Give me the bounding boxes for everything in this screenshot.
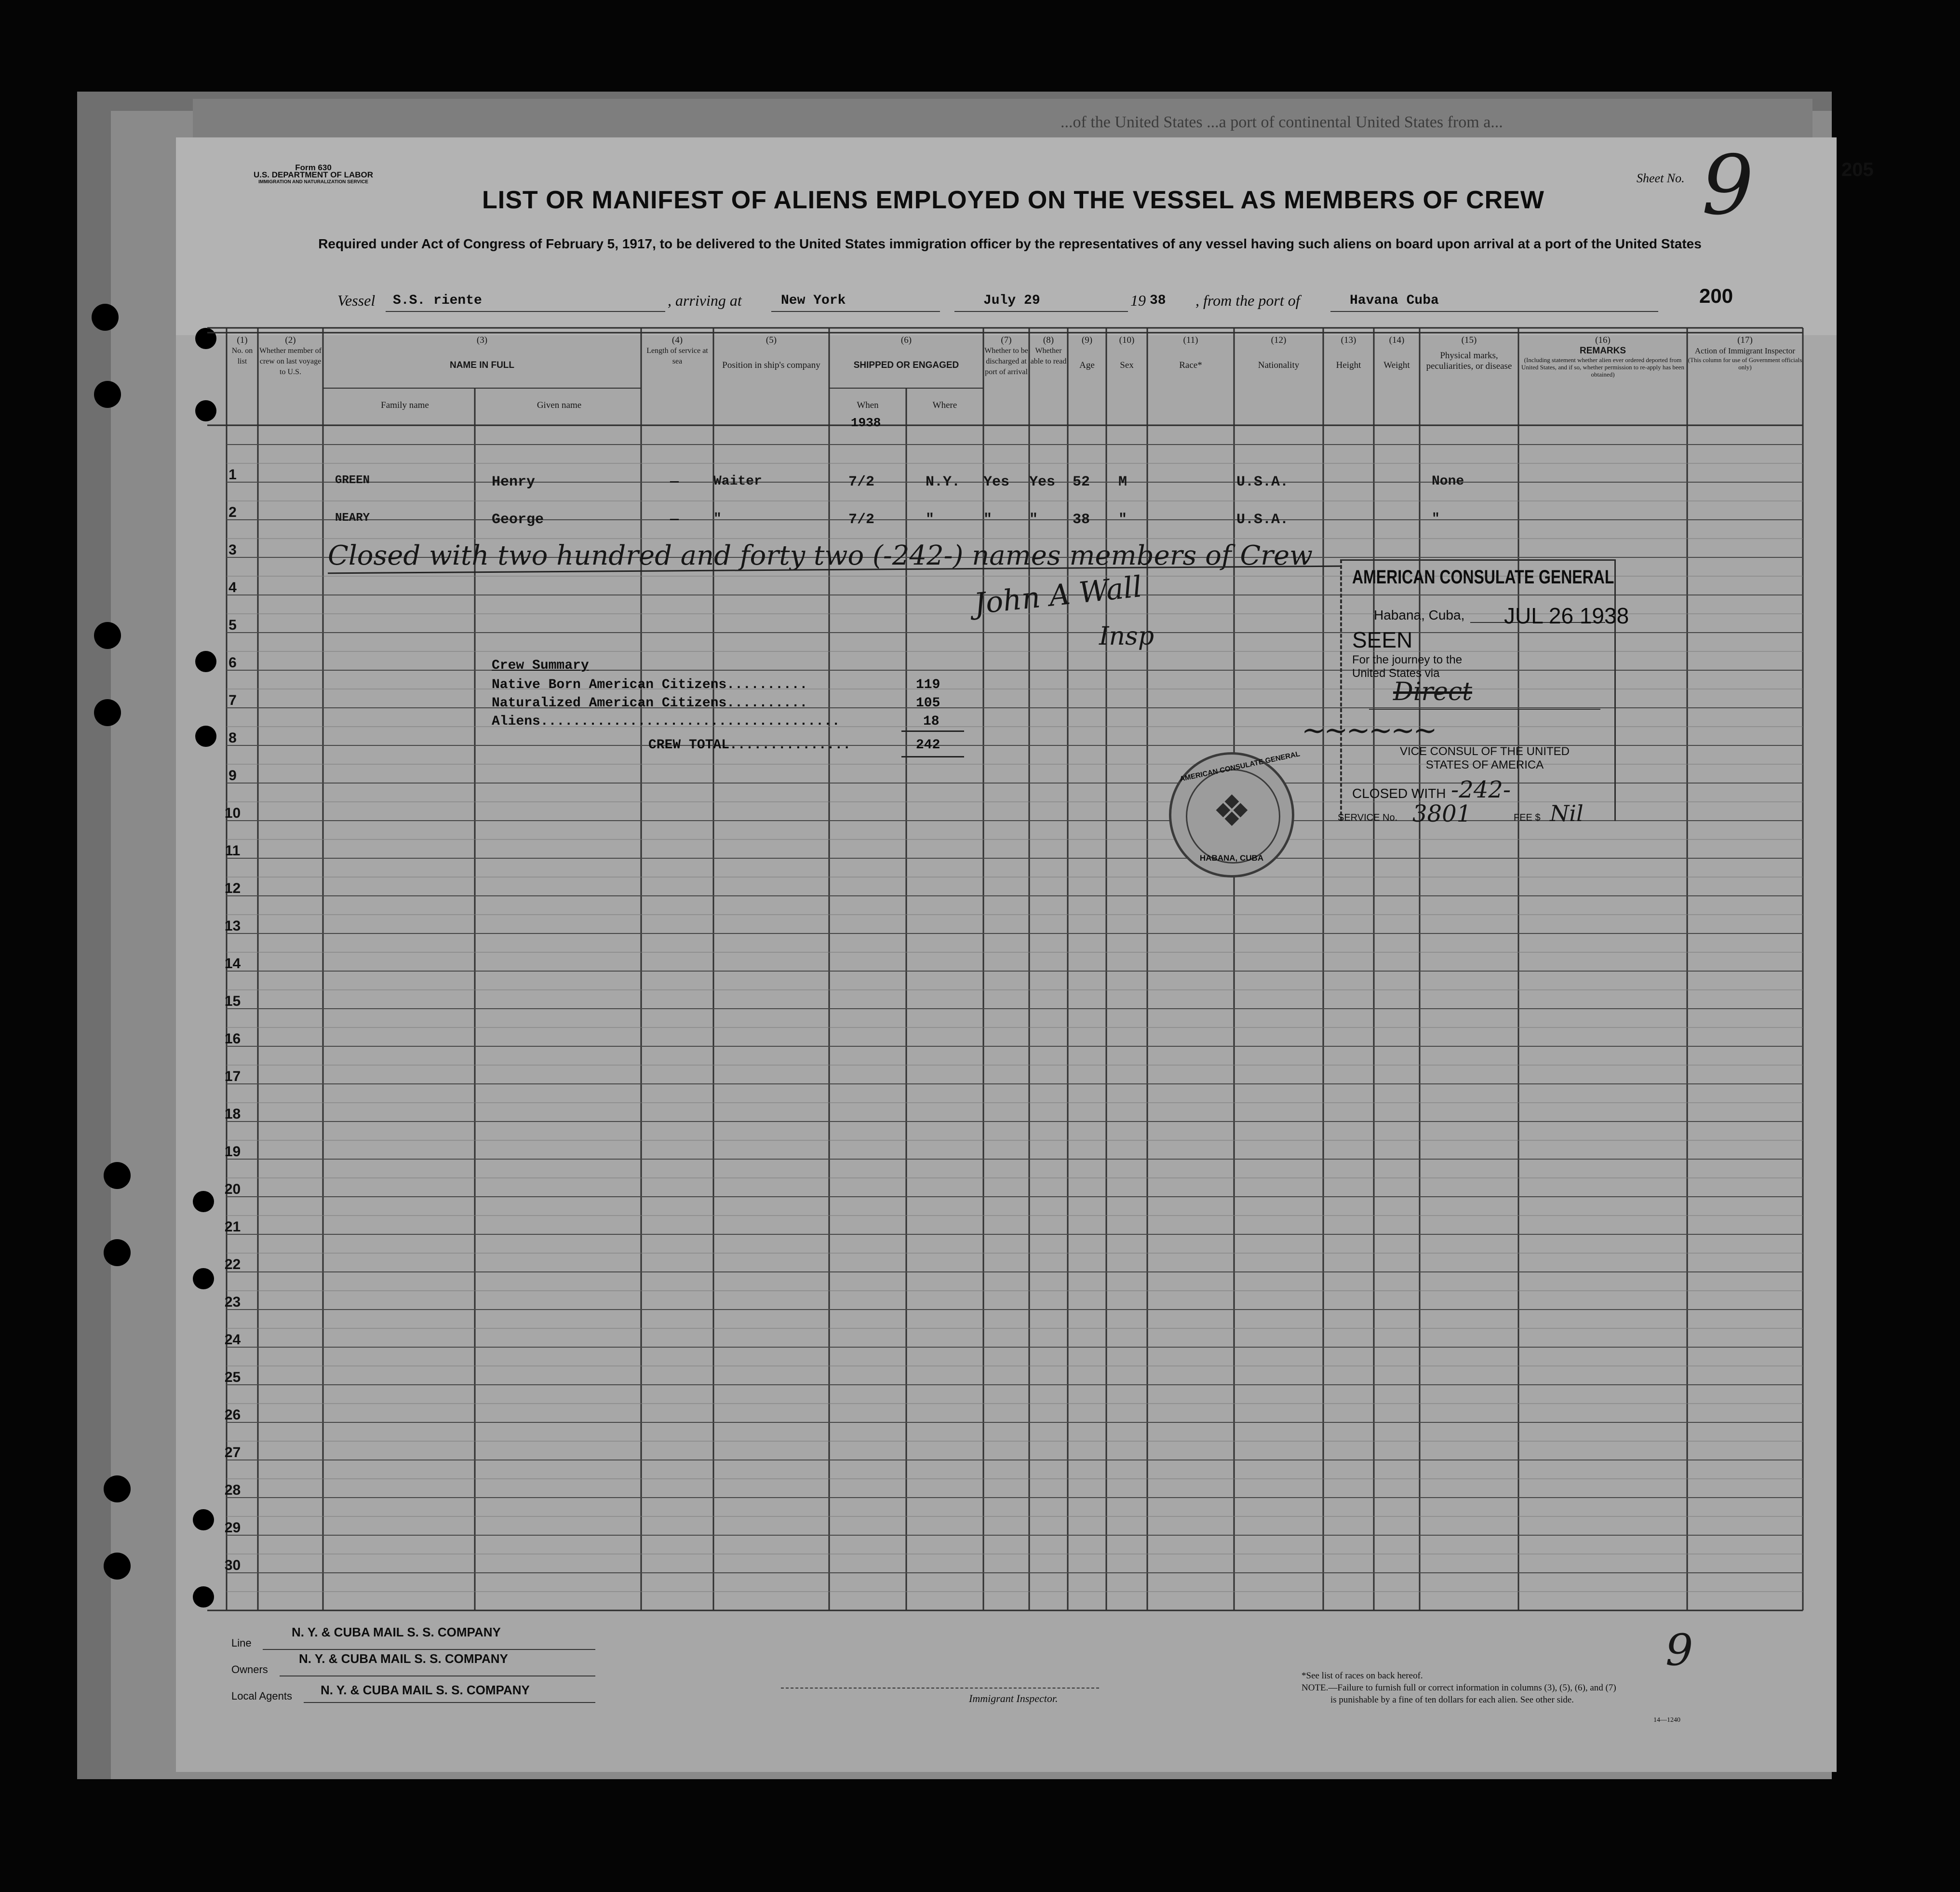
column-header-7: (7) Whether to be discharged at port of arrival xyxy=(984,335,1028,376)
penalty-note-2: is punishable by a fine of ten dollars for each alien. See other side. xyxy=(1330,1695,1574,1705)
arrival-year: 38 xyxy=(1150,293,1166,308)
year-printed: 19 xyxy=(1130,292,1146,309)
age-cell: 38 xyxy=(1073,512,1090,528)
row-number: 8 xyxy=(228,730,237,746)
row-number: 30 xyxy=(224,1557,241,1573)
row-number: 23 xyxy=(224,1294,241,1310)
row-number: 28 xyxy=(224,1482,241,1498)
footer-owners-label: Owners xyxy=(231,1663,268,1676)
summary-naturalized-label: Naturalized American Citizens.......... xyxy=(492,696,808,711)
position-cell: Waiter xyxy=(713,474,762,489)
crew-total-label: CREW TOTAL............... xyxy=(648,738,851,753)
physical-marks-cell: None xyxy=(1432,474,1464,489)
page-number-right: 200 xyxy=(1699,284,1733,307)
row-number: 17 xyxy=(224,1068,241,1084)
consulate-seal xyxy=(1169,750,1301,878)
stamp-service-value: 3801 xyxy=(1412,800,1472,827)
column-header-14: (14) Weight xyxy=(1383,335,1410,370)
row-number: 4 xyxy=(228,580,237,595)
stamp-date: JUL 26 1938 xyxy=(1504,603,1629,628)
from-port-label: , from the port of xyxy=(1195,292,1300,309)
stamp-fee-label: FEE $ xyxy=(1514,812,1541,823)
row-number: 15 xyxy=(224,993,241,1009)
arrival-date: July 29 xyxy=(983,293,1040,308)
length-of-service-cell: — xyxy=(670,474,679,490)
family-name-header: Family name xyxy=(381,400,429,410)
stamp-title: AMERICAN CONSULATE GENERAL xyxy=(1352,567,1614,588)
column-header-17: (17) Action of Immigrant Inspector (This column for use of Government officials only) xyxy=(1688,335,1802,371)
year-under-when: 1938 xyxy=(851,416,881,430)
able-to-read-cell: " xyxy=(1029,512,1038,528)
column-header-10: (10) Sex xyxy=(1119,335,1135,370)
discharged-cell: " xyxy=(983,512,993,528)
row-number: 26 xyxy=(224,1407,241,1423)
length-of-service-cell: — xyxy=(670,512,679,528)
handwritten-page-number: 9 xyxy=(1665,1625,1693,1676)
seal-outer-text: AMERICAN CONSULATE GENERAL xyxy=(1179,750,1301,784)
column-header-6: (6) SHIPPED OR ENGAGED xyxy=(853,335,959,370)
row-number: 9 xyxy=(228,768,237,784)
summary-naturalized-value: 105 xyxy=(916,696,940,711)
able-to-read-cell: Yes xyxy=(1029,474,1056,490)
stamp-direct: Direct xyxy=(1393,677,1472,706)
shipped-where-cell: " xyxy=(926,512,935,528)
column-header-11: (11) Race* xyxy=(1179,335,1202,370)
footer-line-label: Line xyxy=(231,1637,252,1649)
stamp-service-label: SERVICE No. xyxy=(1338,812,1398,823)
row-number: 5 xyxy=(228,617,237,633)
crew-summary-heading: Crew Summary xyxy=(492,658,589,673)
row-number: 13 xyxy=(224,918,241,934)
document-subtitle: Required under Act of Congress of February 5, 1917, to be delivered to the United States immigration officer by the representatives of any vessel having such aliens on board upon arrival at a port of the United States xyxy=(318,236,1702,251)
stamp-city: Habana, Cuba, xyxy=(1374,608,1465,622)
when-header: When xyxy=(857,400,879,410)
summary-native-value: 119 xyxy=(916,677,940,692)
handwritten-closing-note: Closed with two hundred and forty two (-242-) names members of Crew xyxy=(328,540,1313,571)
footer-line-underline xyxy=(263,1649,595,1650)
footer-line-value: N. Y. & CUBA MAIL S. S. COMPANY xyxy=(292,1625,501,1639)
arriving-label: , arriving at xyxy=(668,292,742,309)
column-header-3: (3) NAME IN FULL xyxy=(449,335,515,370)
given-name-cell: George xyxy=(492,512,544,528)
row-number: 25 xyxy=(224,1369,241,1385)
departure-port: Havana Cuba xyxy=(1350,293,1439,308)
stamp-vice-consul: VICE CONSUL OF THE UNITED STATES OF AMERICA xyxy=(1399,745,1570,771)
sex-cell: " xyxy=(1118,512,1128,528)
column-header-16: (16) REMARKS (Including statement whether alien ever ordered deported from United States, and if so, whether permission to re-apply has been obtained) xyxy=(1521,335,1684,378)
shipped-when-cell: 7/2 xyxy=(848,512,875,528)
row-number: 7 xyxy=(228,692,237,708)
column-header-2: (2) Whether member of crew on last voyage to U.S. xyxy=(259,335,322,376)
column-header-4: (4) Length of service at sea xyxy=(646,335,708,365)
row-number: 10 xyxy=(224,805,241,821)
family-name-cell: GREEN xyxy=(335,474,370,487)
row-number: 14 xyxy=(224,956,241,972)
sheet-number: 9 xyxy=(1702,138,1754,233)
footer-agents-label: Local Agents xyxy=(231,1690,292,1702)
penalty-note-1: NOTE.—Failure to furnish full or correct information in columns (3), (5), (6), and (7) xyxy=(1302,1683,1616,1693)
row-number: 2 xyxy=(228,504,237,520)
row-number: 29 xyxy=(224,1520,241,1536)
document-title: LIST OR MANIFEST OF ALIENS EMPLOYED ON THE VESSEL AS MEMBERS OF CREW xyxy=(482,186,1544,214)
form-number: Form 630 xyxy=(295,163,332,172)
stamp-via-line xyxy=(1369,709,1600,710)
races-note: *See list of races on back hereof. xyxy=(1302,1671,1423,1681)
row-number: 22 xyxy=(224,1257,241,1272)
column-header-8: (8) Whether able to read xyxy=(1030,335,1067,365)
footer-agents-underline xyxy=(304,1702,595,1703)
summary-sum-line xyxy=(901,730,964,732)
row-number: 12 xyxy=(224,880,241,896)
row-number: 16 xyxy=(224,1031,241,1047)
print-code: 14—1240 xyxy=(1653,1716,1680,1724)
column-header-12: (12) Nationality xyxy=(1258,335,1300,370)
vessel-label: Vessel xyxy=(337,292,376,309)
stamp-fee-value: Nil xyxy=(1550,800,1584,826)
column-header-9: (9) Age xyxy=(1079,335,1095,370)
row-number: 19 xyxy=(224,1144,241,1160)
footer-owners-value: N. Y. & CUBA MAIL S. S. COMPANY xyxy=(299,1651,508,1666)
family-name-cell: NEARY xyxy=(335,512,370,525)
summary-aliens-value: 18 xyxy=(923,714,940,729)
row-number: 6 xyxy=(228,655,237,671)
column-header-1: (1) No. on list xyxy=(231,335,253,365)
column-header-5: (5) Position in ship's company xyxy=(722,335,820,370)
inspector-signature-line xyxy=(781,1688,1099,1689)
seal-bottom-text: HABANA, CUBA xyxy=(1199,853,1264,863)
inspector-title: Insp xyxy=(1099,622,1155,651)
nationality-cell: U.S.A. xyxy=(1236,512,1289,528)
column-header-13: (13) Height xyxy=(1336,335,1361,370)
service-name: IMMIGRATION AND NATURALIZATION SERVICE xyxy=(258,179,368,185)
physical-marks-cell: " xyxy=(1432,512,1440,527)
row-number: 21 xyxy=(224,1219,241,1235)
arrival-port: New York xyxy=(781,293,846,308)
vice-consul-signature: ~~~~~~ xyxy=(1302,714,1436,747)
row-number: 27 xyxy=(224,1445,241,1460)
row-number: 1 xyxy=(228,467,237,483)
column-header-15: (15) Physical marks, peculiarities, or disease xyxy=(1426,335,1512,371)
row-number: 3 xyxy=(228,542,237,558)
stamp-closed-with-label: CLOSED WITH xyxy=(1352,786,1446,801)
back-sheet-text: ...of the United States ...a port of continental United States from a... xyxy=(1061,113,1503,131)
page-number-top: 205 xyxy=(1841,159,1874,180)
stamp-seen: SEEN xyxy=(1352,627,1413,652)
shipped-when-cell: 7/2 xyxy=(848,474,875,490)
summary-aliens-label: Aliens..................................... xyxy=(492,714,840,729)
nationality-cell: U.S.A. xyxy=(1236,474,1289,490)
stamp-closed-with-value: -242- xyxy=(1451,776,1511,803)
total-underline xyxy=(901,756,964,757)
where-header: Where xyxy=(932,400,957,410)
crew-total-value: 242 xyxy=(916,738,940,753)
given-name-header: Given name xyxy=(537,400,582,410)
row-number: 11 xyxy=(225,843,241,859)
shipped-where-cell: N.Y. xyxy=(926,474,961,490)
footer-agents-value: N. Y. & CUBA MAIL S. S. COMPANY xyxy=(321,1683,530,1697)
row-number: 24 xyxy=(224,1332,241,1348)
age-cell: 52 xyxy=(1073,474,1090,490)
row-number: 20 xyxy=(224,1181,241,1197)
stamp-journey: For the journey to the United States via xyxy=(1352,653,1463,680)
inspector-signature: John A Wall xyxy=(972,569,1144,622)
summary-native-label: Native Born American Citizens.......... xyxy=(492,677,808,692)
row-number: 18 xyxy=(224,1106,241,1122)
given-name-cell: Henry xyxy=(492,474,536,490)
vessel-name: S.S. riente xyxy=(393,293,482,308)
eagle-icon: ❖ xyxy=(1212,788,1251,836)
department-name: U.S. DEPARTMENT OF LABOR xyxy=(253,170,374,179)
sheet-label: Sheet No. xyxy=(1637,171,1685,185)
sex-cell: M xyxy=(1118,474,1128,490)
discharged-cell: Yes xyxy=(983,474,1010,490)
position-cell: " xyxy=(713,512,722,527)
immigrant-inspector-label: Immigrant Inspector. xyxy=(969,1692,1058,1704)
